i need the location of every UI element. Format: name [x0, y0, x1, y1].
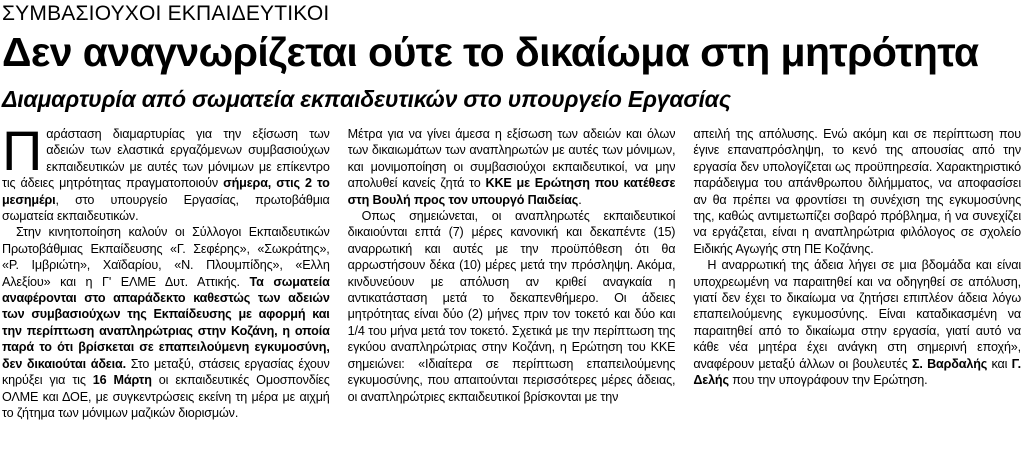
text-run: Στην κινητοποίηση καλούν οι Σύλλογοι Εκπαιδευτικών Πρωτοβάθμιας Εκπαίδευσης «Γ. Σεφέρης», «Σωκράτης», «Ρ. Ιμβριώτη», Χαϊδαρίου, «Ν. Πλουμπίδης», «Ελλη Αλεξίου» και η Γ' ΕΛΜΕ Δυτ. Αττικής.: [2, 225, 330, 289]
text-run: που την υπογράφουν την Ερώτηση.: [728, 373, 928, 388]
bold-run: 16 Μάρτη: [92, 373, 152, 388]
bold-run: Σ. Βαρδαλής: [912, 356, 988, 371]
text-run: και: [987, 356, 1012, 371]
text-run: , στο υπουργείο Εργασίας, πρωτοβάθμια σωματεία εκπαιδευτικών.: [2, 192, 330, 224]
paragraph: [348, 208, 676, 405]
column-3: [693, 126, 1021, 457]
paragraph: [2, 224, 330, 421]
text-run: οι εκπαιδευτικές Ομοσπονδίες ΟΛΜΕ και ΔΟΕ, με συγκεντρώσεις εκείνη τη μέρα με αιχμή το ζήτημα των μόνιμων μαζικών διορισμών.: [2, 373, 330, 420]
text-run: Στο μεταξύ, στάσεις εργασίας έχουν κηρύξει για τις: [2, 356, 330, 388]
text-run: απειλή της απόλυσης. Ενώ ακόμη και σε περίπτωση που έγινε επαναπρόσληψη, το κενό της απουσίας από την εργασία δεν υπολογίζεται ως προϋπηρεσία. Χαρακτηριστικό παράδειγμα του απάνθρωπου διλήμματος, να αποφασίσει αν θα πρέπει να φροντίσει τη συνέχιση της εγκυμοσύνης της, καθώς αντιμετωπίζει σοβαρό πρόβλημα, ή να συνεχίζει να εργάζεται, είναι η αναπληρώτρια φιλόλογος σε σχολείο Ειδικής Αγωγής στη ΠΕ Κοζάνης.: [693, 127, 1022, 256]
paragraph: [348, 126, 676, 208]
column-2: [348, 126, 676, 457]
text-run: Μέτρα για να γίνει άμεσα η εξίσωση των αδειών και όλων των δικαιωμάτων των αναπληρωτών με αυτές των μόνιμων, και μονιμοποίηση οι συμβασιούχοι εκπαιδευτικοί, να μην απολυθεί κανείς ζητά το: [347, 127, 676, 191]
paragraph: [2, 126, 330, 224]
column-1: [2, 126, 330, 457]
bold-run: Γ. Δελής: [693, 356, 1021, 388]
bold-run: Τα σωματεία αναφέρονται στο απαράδεκτο καθεστώς των αδειών των συμβασιούχων της Εκπαίδευσης με αφορμή και την περίπτωση αναπληρώτριας στην Κοζάνη, η οποία παρά το ότι βρίσκεται σε επαπειλούμενη εγκυμοσύνη, δεν δικαιούται άδεια.: [2, 274, 330, 371]
bold-run: ΚΚΕ με Ερώτηση που κατέθεσε στη Βουλή προς τον υπουργό Παιδείας: [347, 176, 676, 207]
article-subheadline: Διαμαρτυρία από σωματεία εκπαιδευτικών στο υπουργείο Εργασίας: [2, 86, 731, 112]
article-body: [2, 126, 1021, 457]
text-run: .: [578, 192, 582, 207]
drop-cap: Π: [2, 126, 43, 182]
section-kicker: ΣΥΜΒΑΣΙΟΥΧΟΙ ΕΚΠΑΙΔΕΥΤΙΚΟΙ: [2, 2, 330, 25]
text-run: αράσταση διαμαρτυρίας για την εξίσωση των αδειών των ελαστικά εργαζόμενων συμβασιούχων εκπαιδευτικών με αυτές των μόνιμων με επίκεντρο τις άδειες μητρότητας πραγματοποιούν: [2, 127, 330, 191]
article-headline: Δεν αναγνωρίζεται ούτε το δικαίωμα στη μητρότητα: [2, 29, 979, 75]
text-run: Οπως σημειώνεται, οι αναπληρωτές εκπαιδευτικοί δικαιούνται επτά (7) μέρες κανονική και δεκαπέντε (15) αναρρωτική και αυτές με την προϋπόθεση ότι θα αρρωστήσουν δέκα (10) μέρες μετά την πρόσληψη. Ακόμα, κινδυνεύουν με απόλυση αν κριθεί αναγκαία η αντικατάσταση μετά το δεκαπενθήμερο. Οι άδειες μητρότητας είναι δύο (2) μήνες πριν τον τοκετό και δύο και 1/4 του μήνα μετά τον τοκετό. Σχετικά με την περίπτωση της εγκύου αναπληρώτριας στην Κοζάνη, η Ερώτηση του ΚΚΕ σημειώνει: «Ιδιαίτερα σε περίπτωση επαπειλούμενης εγκυμοσύνης, που απαιτούνται περισσότερες μέρες άδειας, οι αναπληρώτριες εκπαιδευτικοί βρίσκονται με την: [347, 209, 676, 404]
text-run: Η αναρρωτική της άδεια λήγει σε μια βδομάδα και είναι υποχρεωμένη να παραιτηθεί και να οδηγηθεί σε απόλυση, γιατί δεν έχει το δικαίωμα να ζητήσει επιπλέον άδεια λόγω επαπειλούμενης εγκυμοσύνης. Είναι καταδικασμένη να παραιτηθεί από το δικαίωμα στην εργασία, γιατί αυτό να κάθε νέα μητέρα έχει ανάγκη στη σημερινή εποχή», αναφέρουν μεταξύ άλλων οι βουλευτές: [693, 258, 1022, 371]
paragraph: [693, 126, 1021, 257]
paragraph: [693, 257, 1021, 388]
bold-run: σήμερα, στις 2 το μεσημέρι: [2, 176, 330, 207]
